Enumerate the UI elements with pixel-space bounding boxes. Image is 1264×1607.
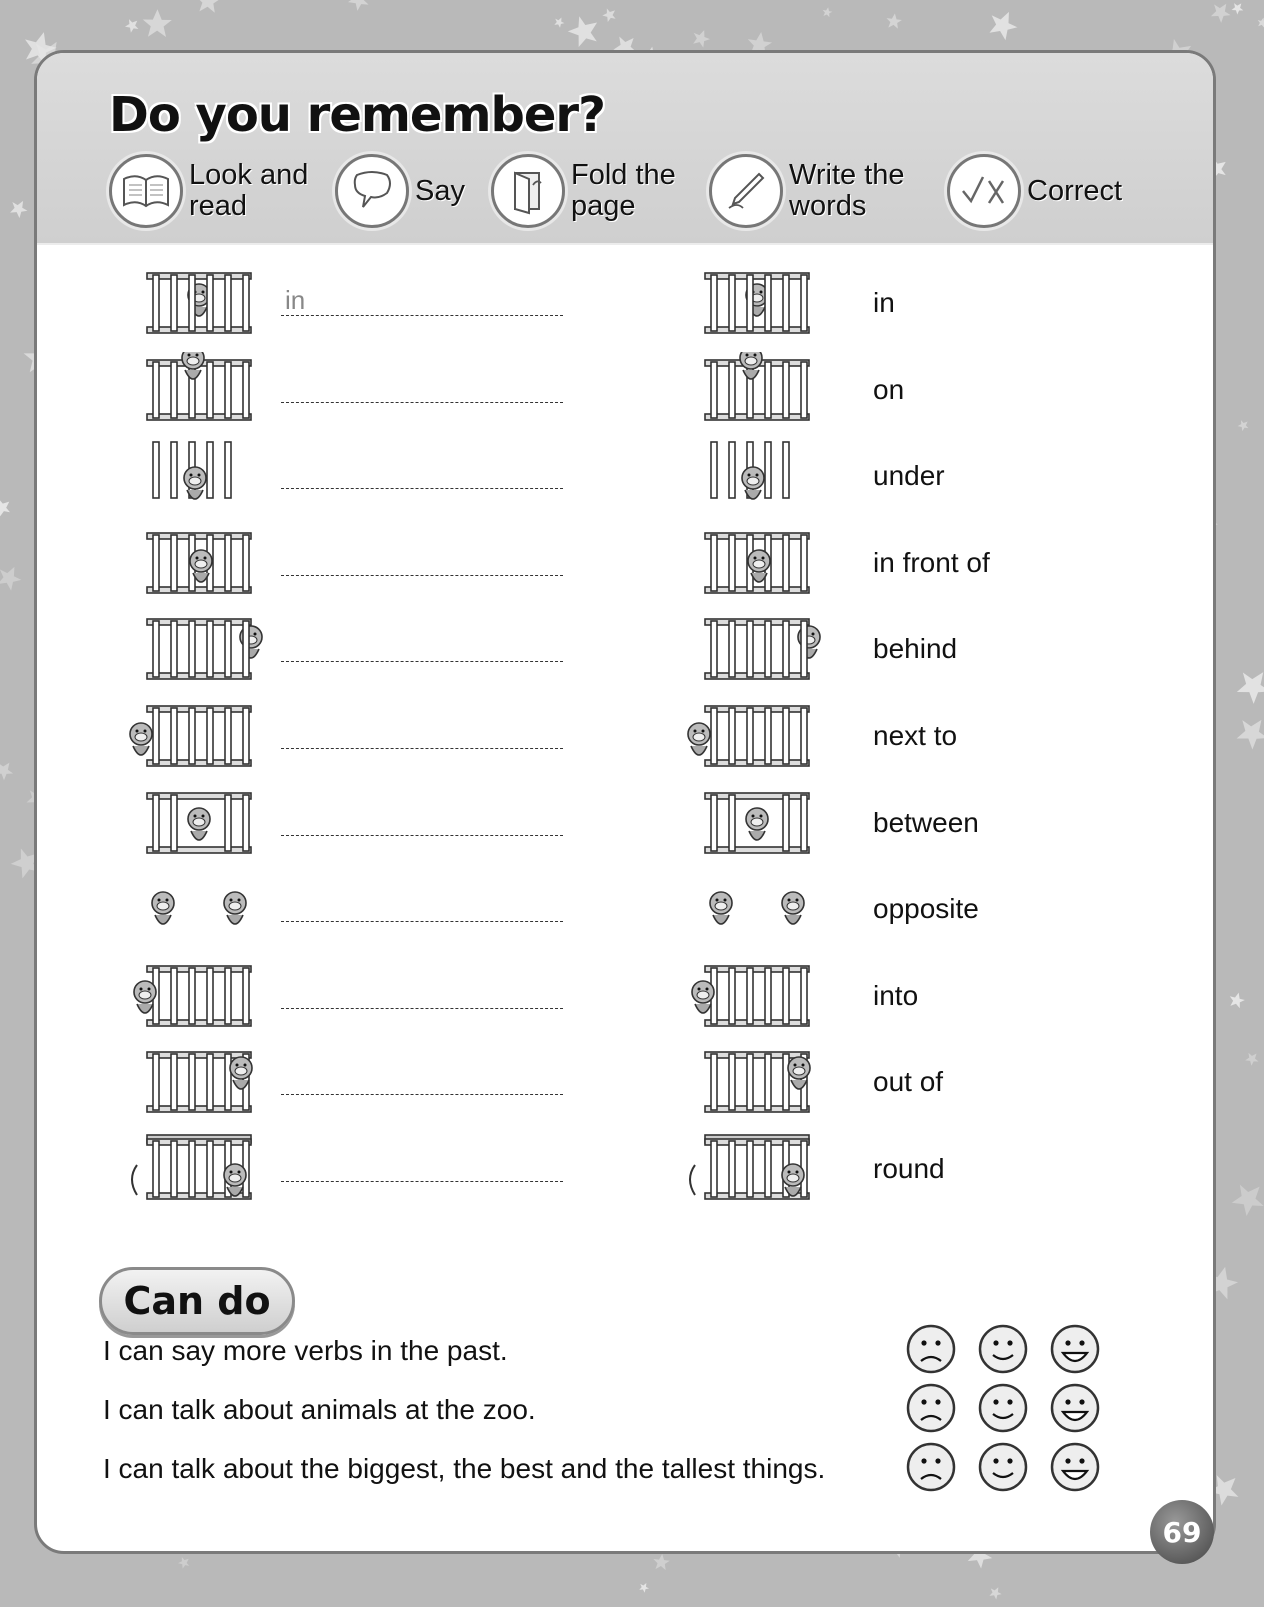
answer-line[interactable] — [281, 575, 563, 576]
preposition-picture — [123, 1044, 273, 1120]
can-do-statement: I can talk about animals at the zoo. — [103, 1394, 536, 1425]
sad-face-icon[interactable] — [905, 1323, 957, 1375]
instruction-label: Look and read — [189, 159, 309, 222]
instruction-label: Write the words — [789, 159, 905, 222]
preposition-word: behind — [873, 633, 958, 665]
instruction-label: Fold the page — [571, 159, 676, 222]
preposition-word: between — [873, 806, 979, 838]
happy-face-icon[interactable] — [1049, 1382, 1101, 1434]
can-do-statement: I can say more verbs in the past. — [103, 1335, 508, 1366]
preposition-word: opposite — [873, 893, 979, 925]
happy-face-icon[interactable] — [1049, 1441, 1101, 1493]
fold-page-icon — [491, 154, 565, 228]
preposition-word: in — [873, 287, 895, 318]
preposition-picture — [123, 1131, 273, 1207]
preposition-word: round — [873, 1153, 945, 1184]
preposition-picture — [123, 958, 273, 1034]
page-title: Do you remember? — [109, 87, 605, 143]
answer-line[interactable] — [281, 1094, 563, 1095]
preposition-word: next to — [873, 720, 958, 751]
neutral-face-icon[interactable] — [977, 1323, 1029, 1375]
answer-line[interactable] — [281, 1181, 563, 1182]
worksheet-panel — [34, 50, 1216, 1554]
tick-cross-icon — [947, 154, 1021, 228]
preposition-word: on — [873, 373, 905, 405]
happy-face-icon[interactable] — [1049, 1323, 1101, 1375]
preposition-picture — [123, 438, 273, 514]
neutral-face-icon[interactable] — [977, 1441, 1029, 1493]
preposition-picture — [123, 525, 273, 601]
answer-line[interactable] — [281, 661, 563, 662]
speech-bubble-icon — [335, 154, 409, 228]
preposition-picture — [681, 525, 831, 601]
preposition-picture — [123, 871, 273, 947]
preposition-picture — [123, 611, 273, 687]
instruction-correct — [947, 151, 1167, 231]
preposition-picture — [123, 785, 273, 861]
answer-line[interactable] — [281, 921, 563, 922]
pen-icon — [709, 154, 783, 228]
preposition-word: in front of — [873, 546, 990, 578]
instruction-look-and-read — [109, 151, 329, 231]
can-do-badge: Can do — [99, 1267, 295, 1335]
answer-line[interactable] — [281, 1008, 563, 1009]
instruction-label: Correct — [1027, 174, 1123, 207]
preposition-word: into — [873, 979, 919, 1011]
instruction-label: Say — [415, 174, 465, 207]
preposition-picture — [681, 1044, 831, 1120]
preposition-word: under — [873, 460, 945, 492]
example-answer: in — [285, 285, 306, 315]
answer-line[interactable] — [281, 488, 563, 489]
preposition-picture — [123, 698, 273, 774]
preposition-picture — [681, 871, 831, 947]
book-icon — [109, 154, 183, 228]
instruction-fold-the-page — [491, 151, 711, 231]
header — [37, 53, 1213, 245]
preposition-picture — [681, 438, 831, 514]
sad-face-icon[interactable] — [905, 1382, 957, 1434]
answer-line[interactable] — [281, 402, 563, 403]
preposition-picture — [681, 352, 831, 428]
preposition-picture — [123, 265, 273, 341]
can-do-statement: I can talk about the biggest, the best and the tallest things. — [103, 1453, 826, 1484]
preposition-picture — [681, 1131, 831, 1207]
preposition-picture — [681, 698, 831, 774]
sad-face-icon[interactable] — [905, 1441, 957, 1493]
preposition-picture — [681, 958, 831, 1034]
answer-line[interactable] — [281, 835, 563, 836]
answer-line[interactable] — [281, 748, 563, 749]
instruction-write-the-words — [709, 151, 929, 231]
preposition-picture — [681, 265, 831, 341]
answer-line[interactable] — [281, 315, 563, 316]
preposition-picture — [681, 611, 831, 687]
neutral-face-icon[interactable] — [977, 1382, 1029, 1434]
preposition-word: out of — [873, 1066, 944, 1098]
page-number: 69 — [1150, 1500, 1214, 1564]
preposition-picture — [681, 785, 831, 861]
preposition-picture — [123, 352, 273, 428]
instruction-say — [335, 151, 495, 231]
